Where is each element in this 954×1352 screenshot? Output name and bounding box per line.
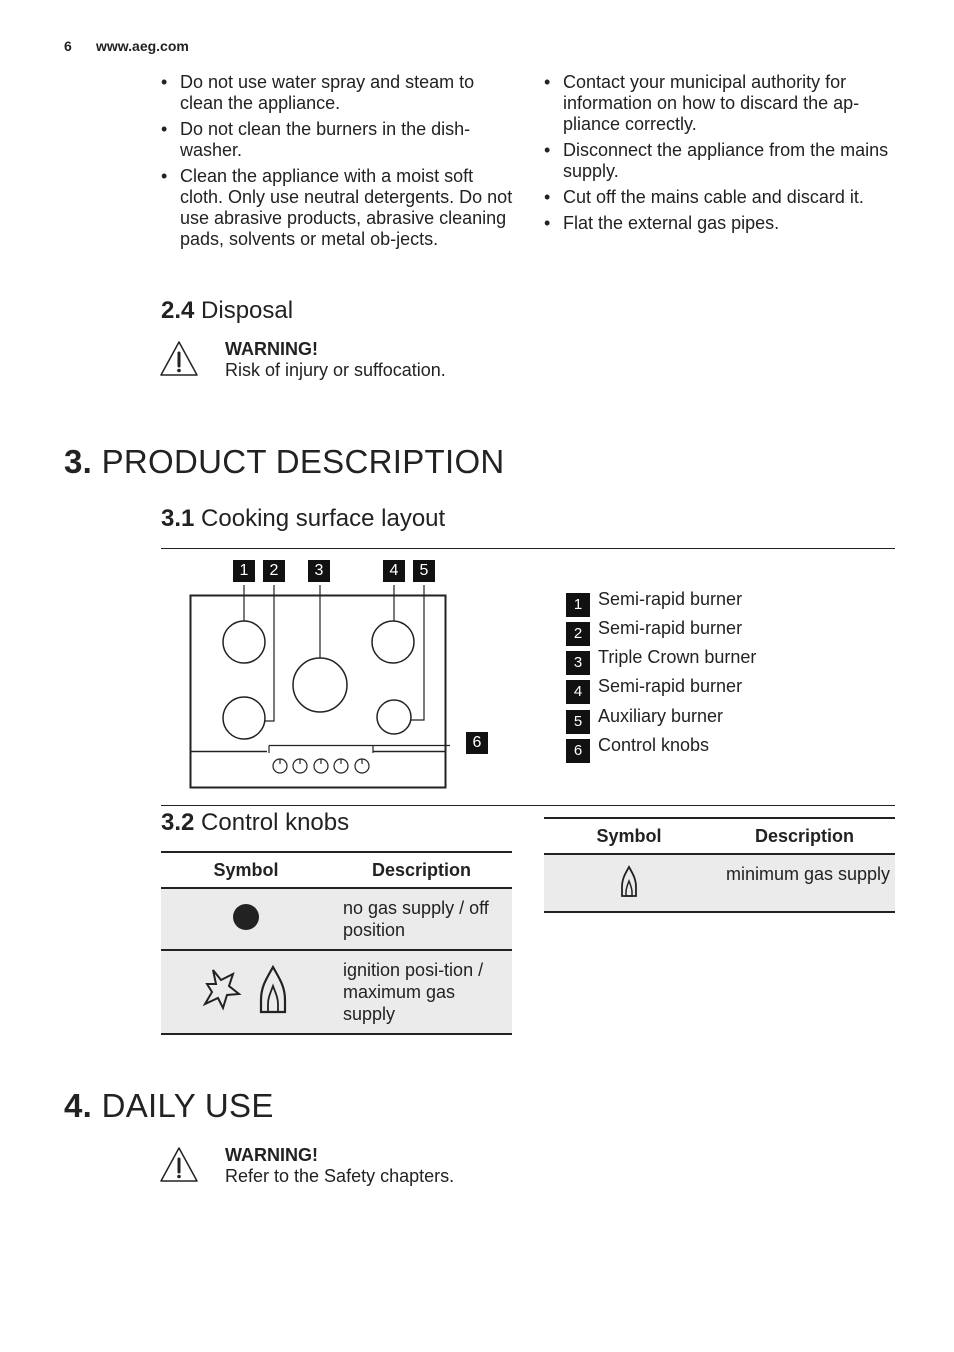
- warning-triangle-icon: [158, 1145, 200, 1185]
- column-header-symbol: Symbol: [544, 818, 714, 854]
- callout-5: 5: [413, 560, 435, 582]
- legend-number: 2: [566, 622, 590, 646]
- column-header-description: Description: [714, 818, 895, 854]
- warning-title: WARNING!: [225, 1145, 318, 1165]
- list-item: • Disconnect the appliance from the mains supply.: [544, 140, 896, 182]
- section-number: 2.4: [161, 297, 195, 324]
- callout-3: 3: [308, 560, 330, 582]
- list-item: • Clean the appliance with a moist soft cloth. Only use neutral detergents. Do not use abrasive products, abrasive cleaning pads, solvents or metal ob-jects.: [161, 166, 513, 250]
- list-item: • Cut off the mains cable and discard it.: [544, 187, 896, 208]
- legend-number: 4: [566, 680, 590, 704]
- warning-text: Refer to the Safety chapters.: [225, 1166, 455, 1186]
- legend-label: Semi-rapid burner: [598, 618, 743, 638]
- warning-triangle-icon: [158, 339, 200, 379]
- legend-label: Semi-rapid burner: [598, 589, 743, 609]
- description-cell: minimum gas supply: [714, 854, 895, 912]
- section-title: Control knobs: [201, 809, 350, 836]
- section-title: Disposal: [201, 297, 294, 324]
- burner-2: [223, 697, 265, 739]
- warning-text: Risk of injury or suffocation.: [225, 360, 446, 380]
- list-item: • Contact your municipal authority for information on how to discard the ap-pliance correctly.: [544, 72, 896, 135]
- chapter-heading-4: [64, 1087, 274, 1125]
- chapter-number: 4.: [64, 1087, 93, 1124]
- section-heading-2-4: [161, 297, 293, 325]
- control-knobs-table: [161, 851, 512, 1035]
- legend-label: Control knobs: [598, 735, 710, 755]
- chapter-heading-3: [64, 443, 505, 481]
- table-header-row: [544, 818, 895, 854]
- burner-1: [223, 621, 265, 663]
- legend-label: Auxiliary burner: [598, 706, 724, 726]
- column-header-symbol: Symbol: [161, 852, 331, 888]
- callout-1: 1: [233, 560, 255, 582]
- section-title: Cooking surface layout: [201, 505, 446, 532]
- control-knobs: [273, 759, 369, 773]
- burner-3: [293, 658, 347, 712]
- spark-icon: [205, 970, 239, 1008]
- page-number: 6: [64, 38, 72, 54]
- divider: [161, 548, 895, 549]
- table-row: [161, 950, 512, 1034]
- legend-number: 3: [566, 651, 590, 675]
- list-item: • Do not clean the burners in the dish-washer.: [161, 119, 513, 161]
- column-header-description: Description: [331, 852, 512, 888]
- burner-4: [372, 621, 414, 663]
- section-heading-3-1: [161, 505, 445, 533]
- large-flame-icon: [261, 967, 285, 1012]
- control-knobs-table-continued: [544, 817, 895, 913]
- description-cell: ignition posi-tion / maximum gas supply: [331, 950, 512, 1034]
- symbol-cell: [544, 854, 714, 912]
- chapter-title: PRODUCT DESCRIPTION: [101, 443, 505, 480]
- table-header-row: [161, 852, 512, 888]
- chapter-number: 3.: [64, 443, 93, 480]
- hob-diagram: [185, 585, 450, 793]
- table-row: [161, 888, 512, 950]
- list-item: • Do not use water spray and steam to clean the appliance.: [161, 72, 513, 114]
- section-number: 3.1: [161, 505, 195, 532]
- cleaning-bullet-list: [161, 72, 513, 255]
- table-row: [544, 854, 895, 912]
- callout-6: 6: [466, 732, 488, 754]
- warning-title: WARNING!: [225, 339, 318, 359]
- filled-circle-icon: [231, 902, 261, 932]
- spark-and-large-flame-icon: [201, 964, 291, 1016]
- chapter-title: DAILY USE: [101, 1087, 274, 1124]
- legend-label: Triple Crown burner: [598, 647, 757, 667]
- divider: [161, 805, 895, 806]
- list-item: • Flat the external gas pipes.: [544, 213, 896, 234]
- description-cell: no gas supply / off position: [331, 888, 512, 950]
- disposal-bullet-list: [544, 72, 896, 239]
- legend-number: 5: [566, 710, 590, 734]
- callout-2: 2: [263, 560, 285, 582]
- symbol-cell: [161, 950, 331, 1034]
- legend-number: 6: [566, 739, 590, 763]
- symbol-cell: [161, 888, 331, 950]
- section-number: 3.2: [161, 809, 195, 836]
- legend-number: 1: [566, 593, 590, 617]
- section-heading-3-2: [161, 809, 349, 837]
- callout-4: 4: [383, 560, 405, 582]
- burner-5: [377, 700, 411, 734]
- legend-label: Semi-rapid burner: [598, 676, 743, 696]
- header-url: www.aeg.com: [96, 38, 189, 54]
- small-flame-icon: [617, 863, 641, 899]
